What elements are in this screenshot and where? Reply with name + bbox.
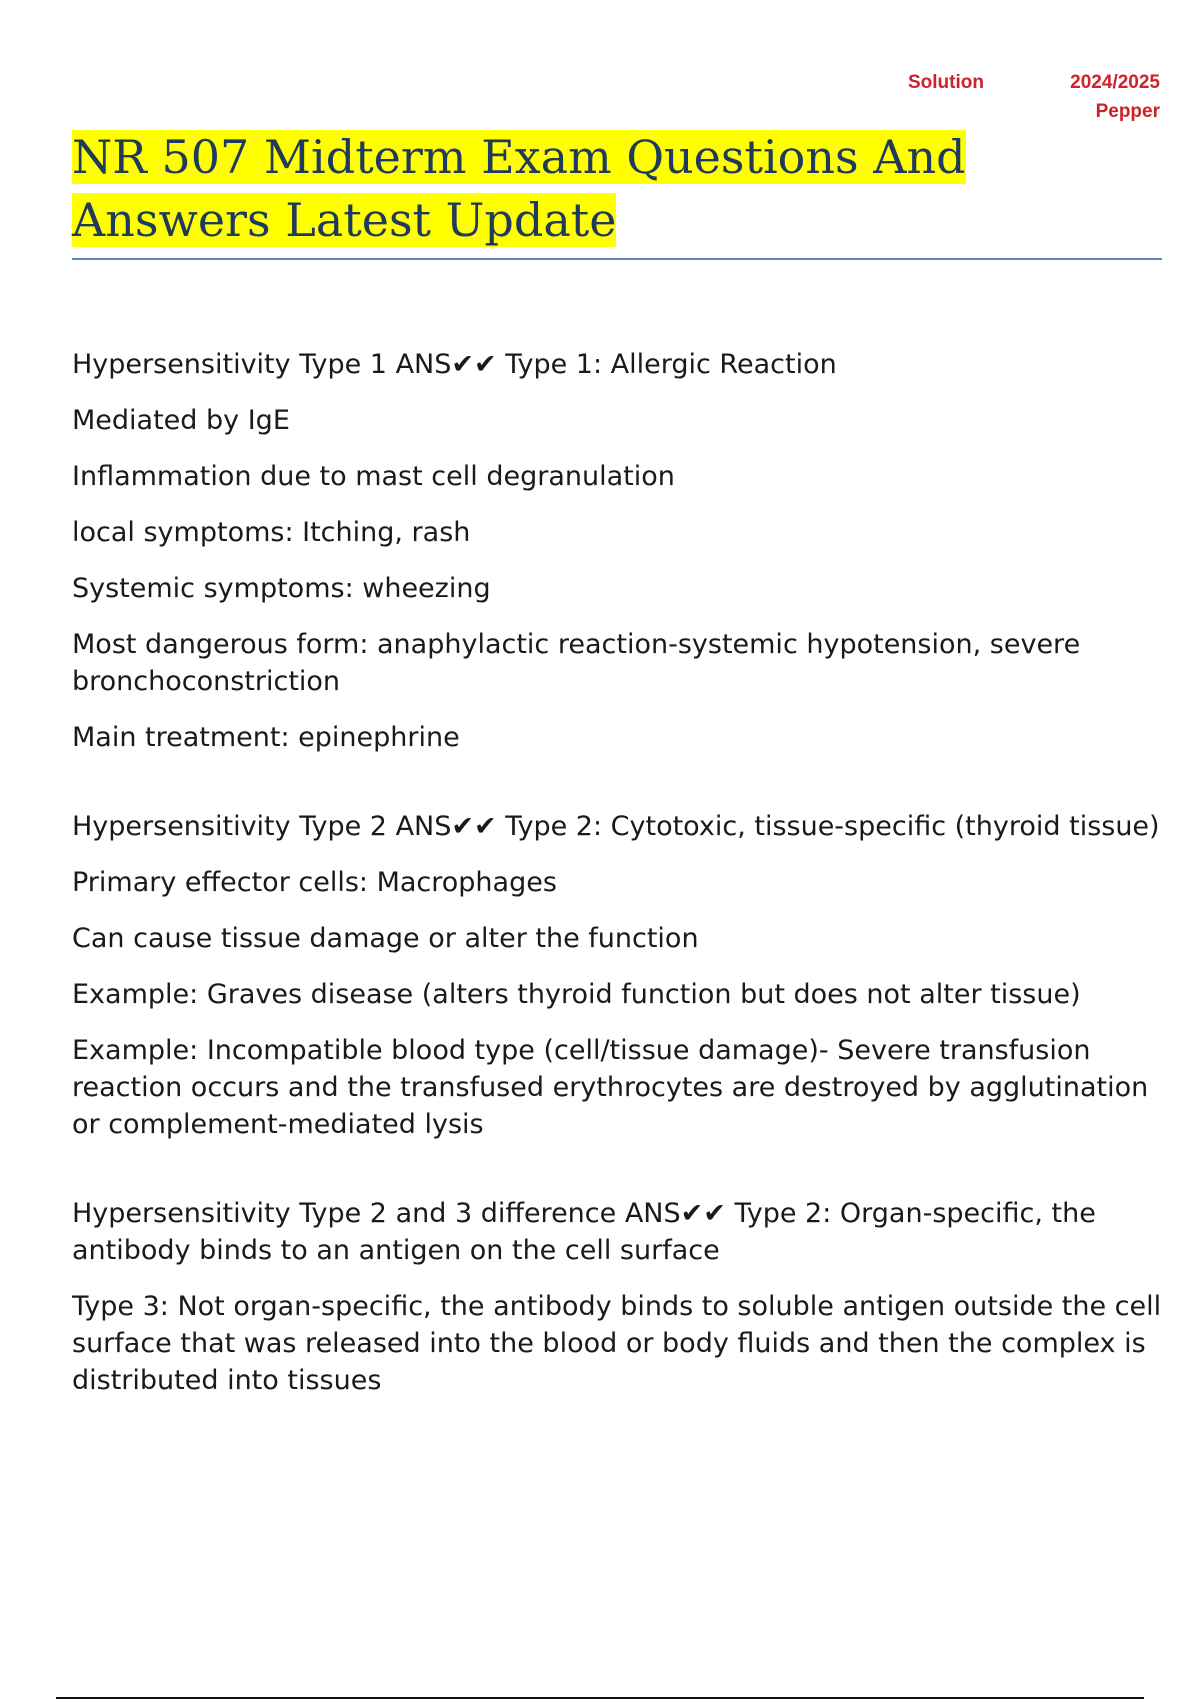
- document-title-text: NR 507 Midterm Exam Questions And Answers Latest Update: [72, 130, 966, 247]
- document-title: [72, 126, 1162, 252]
- qa-answer-line: Inflammation due to mast cell degranulation: [72, 461, 675, 492]
- title-divider: [72, 258, 1162, 260]
- qa-answer-line: Primary effector cells: Macrophages: [72, 867, 557, 898]
- document-header-meta: [880, 72, 1160, 132]
- qa-question: Hypersensitivity Type 2 ANS✔✔ Type 2: Cytotoxic, tissue-specific (thyroid tissue): [72, 811, 1160, 842]
- qa-item: [72, 1195, 1162, 1399]
- qa-answer-line: Mediated by IgE: [72, 405, 290, 436]
- author-label: Pepper: [1095, 101, 1160, 122]
- qa-answer-line: Main treatment: epinephrine: [72, 722, 460, 753]
- year-label: 2024/2025: [1070, 72, 1160, 93]
- solution-label: Solution: [908, 72, 984, 93]
- qa-answer-line: Most dangerous form: anaphylactic reaction-systemic hypotension, severe bronchoconstriction: [72, 629, 1081, 697]
- qa-answer-line: local symptoms: Itching, rash: [72, 517, 471, 548]
- qa-answer-line: Can cause tissue damage or alter the function: [72, 923, 699, 954]
- qa-answer-line: Type 3: Not organ-specific, the antibody binds to soluble antigen outside the cell surface that was released into the blood or body fluids and then the complex is distributed into tissues: [72, 1291, 1162, 1396]
- qa-item: [72, 808, 1162, 1143]
- qa-question: Hypersensitivity Type 2 and 3 difference ANS✔✔ Type 2: Organ-specific, the antibody binds to an antigen on the cell surface: [72, 1198, 1096, 1266]
- qa-answer-line: Systemic symptoms: wheezing: [72, 573, 491, 604]
- qa-answer-line: Example: Graves disease (alters thyroid function but does not alter tissue): [72, 979, 1081, 1010]
- qa-answer-line: Example: Incompatible blood type (cell/tissue damage)- Severe transfusion reaction occurs and the transfused erythrocytes are destroyed by agglutination or complement-mediated lysis: [72, 1035, 1149, 1140]
- qa-question: Hypersensitivity Type 1 ANS✔✔ Type 1: Allergic Reaction: [72, 349, 837, 380]
- title-block: [72, 126, 1162, 252]
- qa-item: [72, 346, 1162, 756]
- footer-divider: [56, 1697, 1144, 1699]
- qa-content: [72, 346, 1162, 1451]
